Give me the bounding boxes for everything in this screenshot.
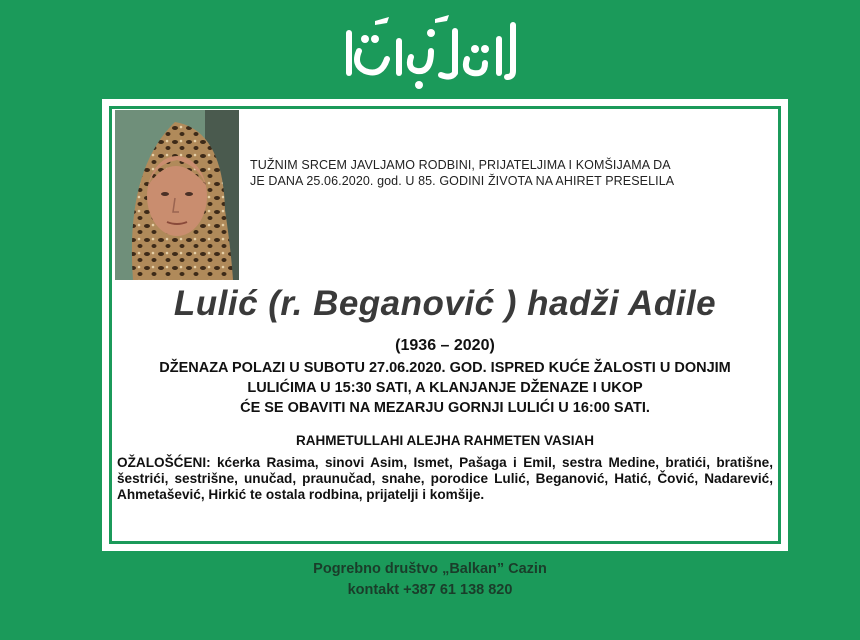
deceased-portrait bbox=[115, 110, 239, 280]
mourners-list: OŽALOŠĆENI: kćerka Rasima, sinovi Asim, Ismet, Pašaga i Emil, sestra Medine, bratići, bratišne, šestrići, sestrišne, unučad, praunučad, snahe, porodice Lulić, Beganović, Hatić, Čović, Nadarević, Ahmetašević, Hirkić te ostala rodbina, prijatelji i komšije. bbox=[117, 455, 773, 502]
funeral-line-3: ĆE SE OBAVITI NA MEZARJU GORNJI LULIĆI U 16:00 SATI. bbox=[240, 400, 650, 416]
deceased-name: Lulić (r. Beganović ) hadži Adile bbox=[173, 284, 717, 323]
life-years: (1936 – 2020) bbox=[395, 337, 495, 354]
obituary-card bbox=[102, 99, 788, 551]
intro-line-1: TUŽNIM SRCEM JAVLJAMO RODBINI, PRIJATELJIMA I KOMŠIJAMA DA bbox=[250, 158, 671, 172]
arabic-calligraphy-icon bbox=[335, 11, 525, 91]
prayer-text: RAHMETULLAHI ALEJHA RAHMETEN VASIAH bbox=[296, 433, 594, 448]
footer bbox=[0, 559, 860, 601]
company-contact: kontakt +387 61 138 820 bbox=[347, 582, 513, 598]
funeral-line-1: DŽENAZA POLAZI U SUBOTU 27.06.2020. GOD. ISPRED KUĆE ŽALOSTI U DONJIM bbox=[159, 360, 731, 376]
funeral-info bbox=[102, 358, 788, 418]
funeral-company: Pogrebno društvo „Balkan” Cazin bbox=[313, 561, 547, 577]
calligraphy-header bbox=[0, 8, 860, 94]
funeral-line-2: LULIĆIMA U 15:30 SATI, A KLANJANJE DŽENAZE I UKOP bbox=[247, 380, 643, 396]
intro-text bbox=[250, 157, 750, 189]
intro-line-2: JE DANA 25.06.2020. god. U 85. GODINI ŽIVOTA NA AHIRET PRESELILA bbox=[250, 174, 675, 188]
